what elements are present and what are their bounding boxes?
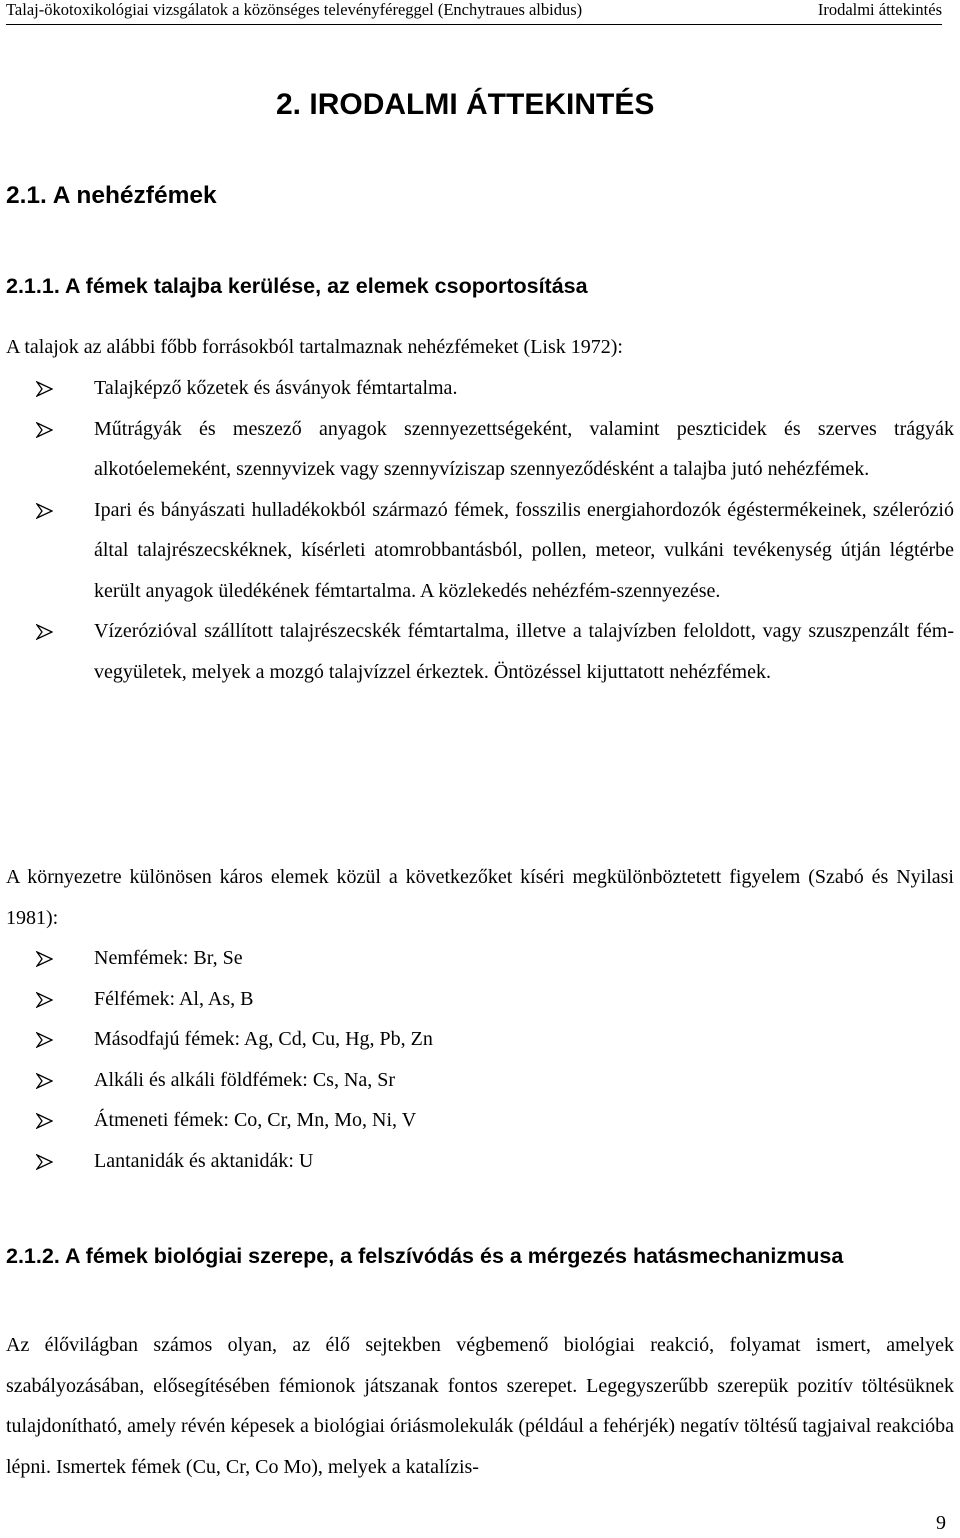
header-title: Talaj-ökotoxikológiai vizsgálatok a közönséges televényféreggel (Enchytraues albidus) (6, 0, 583, 19)
arrow-bullet-icon (36, 1073, 53, 1089)
element-groups-list (6, 938, 954, 1181)
arrow-bullet-icon (36, 992, 53, 1008)
list-item-text: Vízerózióval szállított talajrészecskék fémtartalma, illetve a talajvízben feloldott, vagy szuszpenzált fém-vegyületek, melyek a mozgó talajvízzel érkeztek. Öntözéssel kijuttatott nehézfémek. (94, 620, 954, 683)
list-item (6, 368, 954, 409)
subsection-title-2: 2.1.2. A fémek biológiai szerepe, a felszívódás és a mérgezés hatásmechanizmusa (6, 1244, 844, 1268)
biological-role-paragraph: Az élővilágban számos olyan, az élő sejtekben végbemenő biológiai reakció, folyamat ismert, amelyek szabályozásában, elősegítésében fémionok játszanak fontos szerepet. Legegyszerűbb szerepük pozitív töltésüknek tulajdonítható, amely révén képesek a biológiai óriásmolekulák (például a fehérjék) negatív töltésű tagjaival reakcióba lépni. Ismertek fémek (Cu, Cr, Co Mo), melyek a katalízis- (6, 1334, 954, 1478)
list-item (6, 611, 954, 692)
list-item-text: Ipari és bányászati hulladékokból származó fémek, fosszilis energiahordozók égéstermékeinek, szélerózió által talajrészecskéknek, kísérleti atomrobbantásból, pollen, meteor, vulkáni tevékenység útján légtérbe került anyagok üledékének fémtartalma. A közlekedés nehézfém-szennyezése. (94, 498, 954, 602)
running-header (6, 0, 942, 25)
list-item (6, 979, 954, 1020)
list-item-text: Félfémek: Al, As, B (94, 987, 254, 1010)
intro-paragraph: A talajok az alábbi főbb forrásokból tartalmaznak nehézfémeket (Lisk 1972): (6, 336, 623, 358)
list-item (6, 409, 954, 490)
arrow-bullet-icon (36, 1032, 53, 1048)
header-section: Irodalmi áttekintés (817, 0, 942, 19)
arrow-bullet-icon (36, 381, 53, 397)
list-item-text: Alkáli és alkáli földfémek: Cs, Na, Sr (94, 1068, 396, 1091)
sources-list (6, 368, 954, 692)
list-item-text: Műtrágyák és meszező anyagok szennyezettségeként, valamint peszticidek és szerves trágyák alkotóelemeként, szennyvizek vagy szennyvíziszap szennyeződésként a talajba jutó nehézfémek. (94, 417, 954, 480)
chapter-title: 2. IRODALMI ÁTTEKINTÉS (276, 88, 655, 121)
arrow-bullet-icon (36, 422, 53, 438)
list-item (6, 1141, 954, 1182)
list-item-text: Talajképző kőzetek és ásványok fémtartalma. (94, 377, 458, 399)
list-item (6, 1060, 954, 1101)
list-item (6, 1019, 954, 1060)
list-item-text: Nemfémek: Br, Se (94, 947, 243, 969)
arrow-bullet-icon (36, 1154, 53, 1170)
page-number: 9 (936, 1512, 946, 1534)
subsection-title-1: 2.1.1. A fémek talajba kerülése, az elemek csoportosítása (6, 274, 588, 298)
section-title: 2.1. A nehézfémek (6, 182, 217, 209)
list-item-text: Átmeneti fémek: Co, Cr, Mn, Mo, Ni, V (94, 1109, 417, 1131)
arrow-bullet-icon (36, 624, 53, 640)
list-item (6, 490, 954, 612)
list-item (6, 1100, 954, 1141)
harmful-elements-paragraph: A környezetre különösen káros elemek közül a következőket kíséri megkülönböztetett figyelem (Szabó és Nyilasi 1981): (6, 866, 954, 929)
list-item-text: Lantanidák és aktanidák: U (94, 1149, 314, 1172)
list-item (6, 938, 954, 979)
list-item-text: Másodfajú fémek: Ag, Cd, Cu, Hg, Pb, Zn (94, 1028, 433, 1050)
arrow-bullet-icon (36, 951, 53, 967)
arrow-bullet-icon (36, 1113, 53, 1129)
arrow-bullet-icon (36, 503, 53, 519)
